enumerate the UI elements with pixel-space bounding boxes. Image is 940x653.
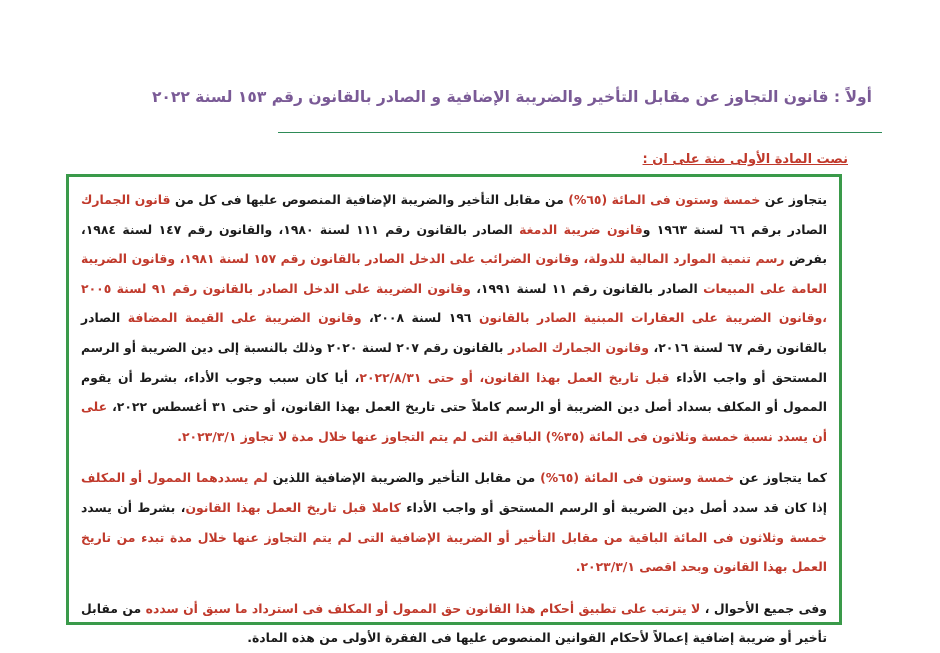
highlighted-text: قانون الجمارك xyxy=(81,192,171,207)
highlighted-text: خمسة وثلاثون فى المائة الباقية من مقابل التأخير أو الضريبة الإضافية التى لم يتم التجاوز عنها خلال مدة تبدء من تاريخ العمل بهذا القانون وبحد اقصى ٢٠٢٣/٣/١. xyxy=(81,529,827,575)
paragraph-1 xyxy=(81,185,827,451)
page-heading: أولاً : قانون التجاوز عن مقابل التأخير والضريبة الإضافية و الصادر بالقانون رقم ١٥٣ لسنة ٢٠٢٢ xyxy=(151,88,872,106)
heading-divider xyxy=(278,132,882,133)
highlighted-text: خمسة وستون فى المائة (٦٥%) xyxy=(540,470,735,486)
highlighted-text: لا يترتب على تطبيق أحكام هذا القانون حق الممول أو المكلف فى استرداد ما سبق أن سدده xyxy=(145,600,701,616)
body-text: ، أيا كان سبب وجوب الأداء، بشرط أن يقوم الممول أو المكلف بسداد أصل دين الضريبة أو الرسم كاملاً حتى تاريخ العمل بهذا القانون، أو حتى ٣١ أغسطس ٢٠٢٢، xyxy=(81,369,827,415)
highlighted-text: على أن يسدد نسبة خمسة وثلاثون فى المائة (٣٥%) الباقية التى لم يتم التجاوز عنها خلال مدة لا تجاوز ٢٠٢٣/٣/١. xyxy=(81,399,827,444)
body-text: الصادر بالقانون رقم ٦٧ لسنة ٢٠١٦، xyxy=(81,310,827,355)
highlighted-text: خمسة وستون فى المائة (٦٥%) xyxy=(568,192,761,207)
body-text: وفى جميع الأحوال ، xyxy=(700,600,827,616)
article-text-box xyxy=(66,174,842,646)
highlighted-text: كاملا قبل تاريخ العمل بهذا القانون xyxy=(185,499,401,515)
body-text: ١٩٦ لسنة ٢٠٠٨، xyxy=(361,310,479,326)
highlighted-text: قانون ضريبة الدمغة xyxy=(519,221,643,237)
body-text: كما يتجاوز عن xyxy=(734,470,827,486)
body-text: الصادر بالقانون رقم ١١١ لسنة ١٩٨٠، والقانون رقم ١٤٧ لسنة ١٩٨٤، بفرض xyxy=(81,221,828,267)
highlighted-text: وقانون الضريبة على الدخل الصادر بالقانون رقم ٩١ لسنة ٢٠٠٥ ،وقانون الضريبة على العقارات المبنية الصادر بالقانون xyxy=(81,280,827,326)
highlighted-text: لم يسددهما الممول أو المكلف xyxy=(81,470,268,486)
paragraph-3 xyxy=(81,594,827,653)
highlighted-text: وقانون الجمارك الصادر xyxy=(507,339,649,355)
body-text: من مقابل التأخير والضريبة الإضافية اللذين xyxy=(267,470,541,486)
body-text: إذا كان قد سدد أصل دين الضريبة أو الرسم المستحق أو واجب الأداء xyxy=(400,499,827,515)
highlighted-text: قبل تاريخ العمل بهذا القانون، أو حتى ٢٠٢٢/٨/٣١ xyxy=(359,369,670,385)
body-text: الصادر برقم ٦٦ لسنة ١٩٦٣ و xyxy=(642,221,827,237)
highlighted-text: وقانون الضريبة على القيمة المضافة xyxy=(127,310,362,326)
body-text: من مقابل تأخير أو ضريبة إضافية إعمالاً لأحكام القوانين المنصوص عليها فى الفقرة الأولى من هذه المادة. xyxy=(81,600,827,646)
body-text: بالقانون رقم ٢٠٧ لسنة ٢٠٢٠ وذلك بالنسبة إلى دين الضريبة أو الرسم المستحق أو واجب الأداء xyxy=(81,339,827,385)
paragraph-2 xyxy=(81,463,827,581)
body-text: ، بشرط أن يسدد xyxy=(81,499,186,515)
body-text: يتجاوز عن xyxy=(760,192,828,207)
body-text: من مقابل التأخير والضريبة الإضافية المنصوص عليها فى كل من xyxy=(170,192,569,207)
article-subheading: نصت المادة الأولى منة على ان : xyxy=(642,152,848,167)
body-text: الصادر بالقانون رقم ١١ لسنة ١٩٩١، xyxy=(470,280,704,296)
highlighted-text: رسم تنمية الموارد المالية للدولة، وقانون الضرائب على الدخل الصادر بالقانون رقم ١٥٧ لسنة ١٩٨١، وقانون الضريبة العامة على المبيعات xyxy=(81,251,828,296)
